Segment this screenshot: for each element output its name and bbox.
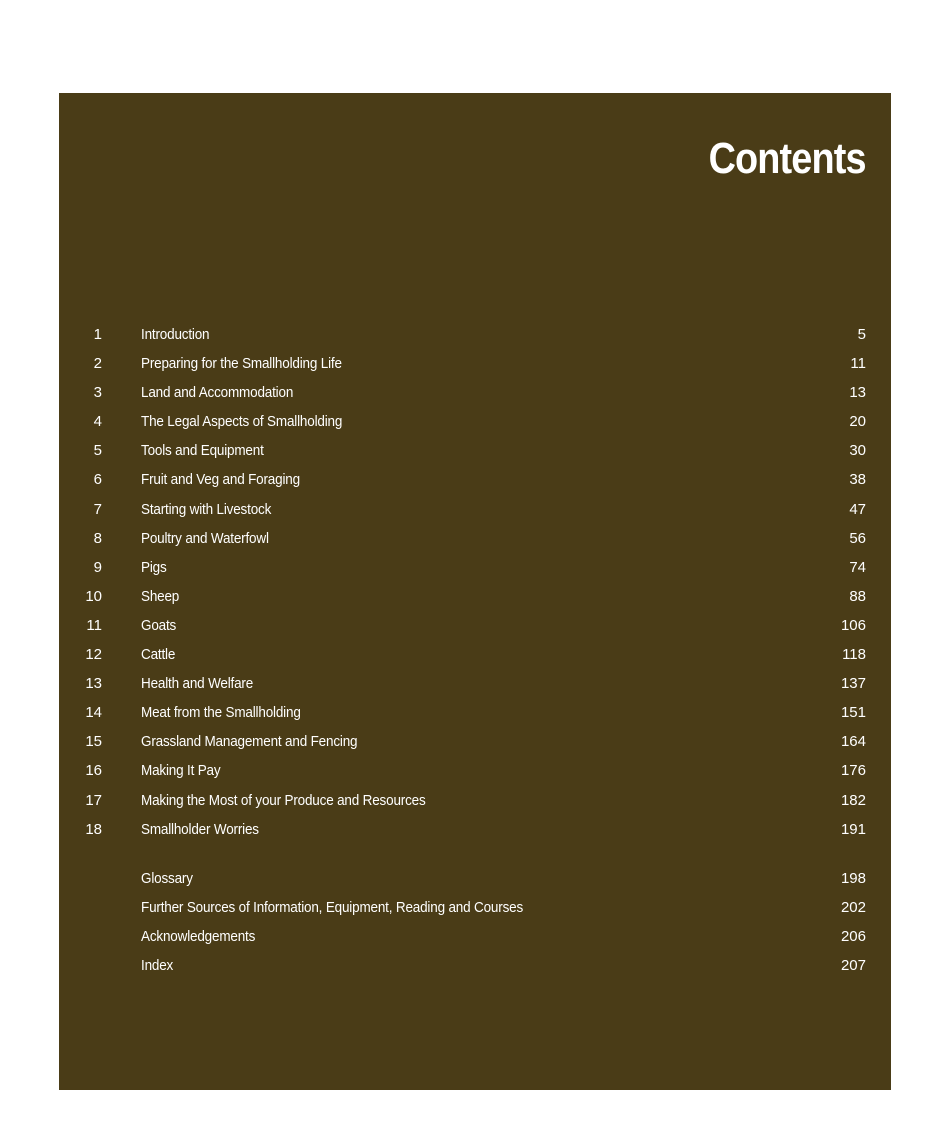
page-number: 202 (840, 899, 866, 917)
page-number: 176 (840, 762, 866, 780)
chapter-title: Starting with Livestock (141, 500, 272, 518)
chapter-title: Land and Accommodation (141, 384, 294, 402)
toc-row[interactable] (59, 436, 891, 465)
chapter-title: The Legal Aspects of Smallholding (141, 413, 343, 431)
toc-row[interactable] (59, 893, 891, 922)
chapter-number: 12 (85, 646, 102, 664)
toc-row[interactable] (59, 611, 891, 640)
toc-row[interactable] (59, 582, 891, 611)
chapter-title: Health and Welfare (141, 675, 254, 693)
page-number: 13 (849, 384, 866, 402)
chapter-number: 1 (93, 326, 102, 343)
section-title: Further Sources of Information, Equipment, Reading and Courses (141, 899, 524, 917)
toc-row[interactable] (59, 407, 891, 436)
chapter-number: 10 (85, 587, 102, 605)
chapter-title: Fruit and Veg and Foraging (141, 471, 300, 489)
toc-row[interactable] (59, 864, 891, 893)
page-number: 198 (840, 870, 866, 887)
page-number: 164 (840, 733, 866, 751)
section-title: Index (141, 957, 174, 975)
chapter-number: 2 (93, 355, 102, 373)
toc-row[interactable] (59, 727, 891, 756)
chapter-number: 8 (93, 529, 102, 547)
chapter-title: Goats (141, 616, 177, 634)
page-number: 137 (840, 675, 866, 693)
chapter-title: Making the Most of your Produce and Resources (141, 791, 426, 809)
toc-row[interactable] (59, 553, 891, 582)
page-number: 30 (849, 442, 866, 460)
toc-row[interactable] (59, 698, 891, 727)
page-number: 11 (850, 355, 866, 373)
page-title: Contents (708, 134, 866, 183)
toc-row[interactable] (59, 786, 891, 815)
toc-row[interactable] (59, 640, 891, 669)
chapter-number: 17 (85, 791, 102, 809)
page-number: 106 (840, 616, 866, 634)
chapter-number: 4 (93, 413, 102, 431)
page-number: 88 (849, 587, 866, 605)
chapter-number: 16 (85, 762, 102, 780)
page-number: 47 (849, 500, 866, 518)
chapter-title: Making It Pay (141, 762, 221, 780)
page-number: 191 (840, 820, 866, 838)
toc-row[interactable] (59, 465, 891, 494)
toc-row[interactable] (59, 951, 891, 980)
chapter-title: Poultry and Waterfowl (141, 529, 269, 547)
toc-row[interactable] (59, 349, 891, 378)
chapter-title: Cattle (141, 646, 176, 664)
page-number: 207 (840, 957, 866, 975)
chapter-title: Pigs (141, 558, 167, 576)
toc-row[interactable] (59, 815, 891, 844)
chapter-title: Meat from the Smallholding (141, 704, 301, 722)
chapter-title: Introduction (141, 326, 210, 343)
chapter-title: Sheep (141, 587, 180, 605)
back-matter-list (59, 864, 891, 980)
page-number: 56 (849, 529, 866, 547)
toc-row[interactable] (59, 320, 891, 349)
page-number: 38 (849, 471, 866, 489)
page-number: 206 (840, 928, 866, 946)
chapter-title: Smallholder Worries (141, 820, 259, 838)
chapter-number: 13 (85, 675, 102, 693)
page-number: 182 (840, 791, 866, 809)
toc-row[interactable] (59, 378, 891, 407)
chapter-list (59, 320, 891, 844)
section-title: Glossary (141, 870, 193, 887)
chapter-number: 14 (85, 704, 102, 722)
page-number: 5 (857, 326, 866, 343)
chapter-title: Tools and Equipment (141, 442, 264, 460)
toc-row[interactable] (59, 922, 891, 951)
toc-row[interactable] (59, 669, 891, 698)
page-number: 20 (849, 413, 866, 431)
chapter-number: 5 (93, 442, 102, 460)
chapter-number: 9 (93, 558, 102, 576)
chapter-number: 6 (93, 471, 102, 489)
chapter-number: 3 (93, 384, 102, 402)
section-title: Acknowledgements (141, 928, 256, 946)
page-number: 151 (840, 704, 866, 722)
chapter-title: Grassland Management and Fencing (141, 733, 358, 751)
chapter-number: 7 (93, 500, 102, 518)
toc-row[interactable] (59, 495, 891, 524)
chapter-number: 11 (86, 616, 102, 634)
chapter-title: Preparing for the Smallholding Life (141, 355, 342, 373)
toc-row[interactable] (59, 524, 891, 553)
page-number: 74 (849, 558, 866, 576)
chapter-number: 15 (85, 733, 102, 751)
page-number: 118 (842, 646, 866, 664)
toc-row[interactable] (59, 756, 891, 785)
contents-panel (59, 93, 891, 1090)
chapter-number: 18 (85, 820, 102, 838)
